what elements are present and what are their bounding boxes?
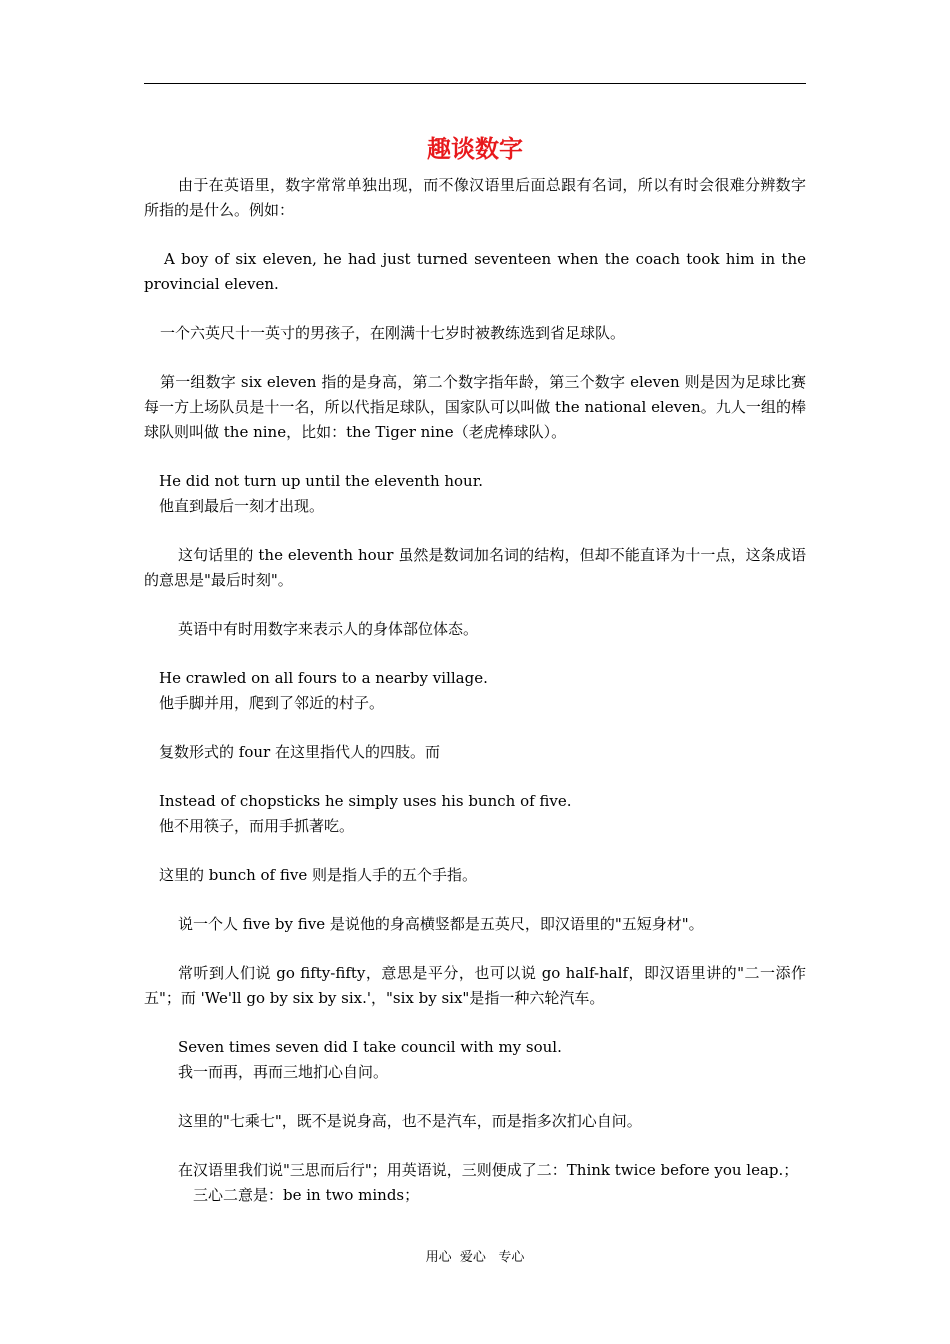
header-rule <box>144 83 806 84</box>
paragraph-gap <box>144 1085 806 1109</box>
paragraph-gap <box>144 346 806 370</box>
paragraph-gap <box>144 839 806 863</box>
paragraph-p17: Seven times seven did I take council with my soul. <box>178 1038 562 1056</box>
page-footer: 用心 爱心 专心 <box>425 1250 525 1265</box>
paragraph-gap <box>144 519 806 543</box>
paragraph-gap <box>144 223 806 247</box>
paragraph-p6: 他直到最后一刻才出现。 <box>159 497 325 515</box>
paragraph-p10: 他手脚并用，爬到了邻近的村子。 <box>159 694 385 712</box>
paragraph-gap <box>144 1134 806 1158</box>
paragraph-gap <box>144 642 806 666</box>
paragraph-p7: 这句话里的 the eleventh hour 虽然是数词加名词的结构，但却不能直译为十一点，这条成语的意思是"最后时刻"。 <box>144 546 806 589</box>
paragraph-p3: 一个六英尺十一英寸的男孩子，在刚满十七岁时被教练选到省足球队。 <box>160 324 626 342</box>
paragraph-p15: 说一个人 five by five 是说他的身高横竖都是五英尺，即汉语里的"五短身材"。 <box>178 915 704 933</box>
paragraph-gap <box>144 716 806 740</box>
paragraph-p19: 这里的"七乘七"，既不是说身高，也不是汽车，而是指多次扪心自问。 <box>178 1112 642 1130</box>
paragraph-p9: He crawled on all fours to a nearby village. <box>159 669 488 687</box>
paragraph-gap <box>144 888 806 912</box>
paragraph-p21: 三心二意是：be in two minds； <box>193 1186 420 1204</box>
paragraph-p1: 由于在英语里，数字常常单独出现，而不像汉语里后面总跟有名词，所以有时会很难分辨数字所指的是什么。例如： <box>144 176 806 219</box>
paragraph-gap <box>144 445 806 469</box>
paragraph-gap <box>144 765 806 789</box>
paragraph-p12: Instead of chopsticks he simply uses his bunch of five. <box>159 792 572 810</box>
paragraph-gap <box>144 937 806 961</box>
paragraph-p2: A boy of six eleven, he had just turned seventeen when the coach took him in the provincial eleven. <box>144 250 806 293</box>
paragraph-gap <box>144 297 806 321</box>
paragraph-p11: 复数形式的 four 在这里指代人的四肢。而 <box>159 743 440 761</box>
paragraph-p5: He did not turn up until the eleventh hour. <box>159 472 484 490</box>
paragraph-p4: 第一组数字 six eleven 指的是身高，第二个数字指年龄，第三个数字 eleven 则是因为足球比赛每一方上场队员是十一名，所以代指足球队，国家队可以叫做 the national eleven。九人一组的棒球队则叫做 the nine，比如：the Tiger nine（老虎棒球队）。 <box>144 373 806 441</box>
paragraph-gap <box>144 1011 806 1035</box>
paragraph-p14: 这里的 bunch of five 则是指人手的五个手指。 <box>159 866 477 884</box>
paragraph-p16: 常听到人们说 go fifty-fifty，意思是平分，也可以说 go half-half，即汉语里讲的"二一添作五"；而 'We'll go by six by six.'，"six by six"是指一种六轮汽车。 <box>144 964 806 1007</box>
paragraph-p20: 在汉语里我们说"三思而后行"；用英语说，三则便成了二：Think twice before you leap.； <box>178 1161 799 1179</box>
document-body <box>144 173 806 1208</box>
document-title: 趣谈数字 <box>427 135 523 163</box>
paragraph-p18: 我一而再，再而三地扪心自问。 <box>178 1063 389 1081</box>
paragraph-p8: 英语中有时用数字来表示人的身体部位体态。 <box>178 620 479 638</box>
paragraph-p13: 他不用筷子，而用手抓著吃。 <box>159 817 355 835</box>
paragraph-gap <box>144 593 806 617</box>
